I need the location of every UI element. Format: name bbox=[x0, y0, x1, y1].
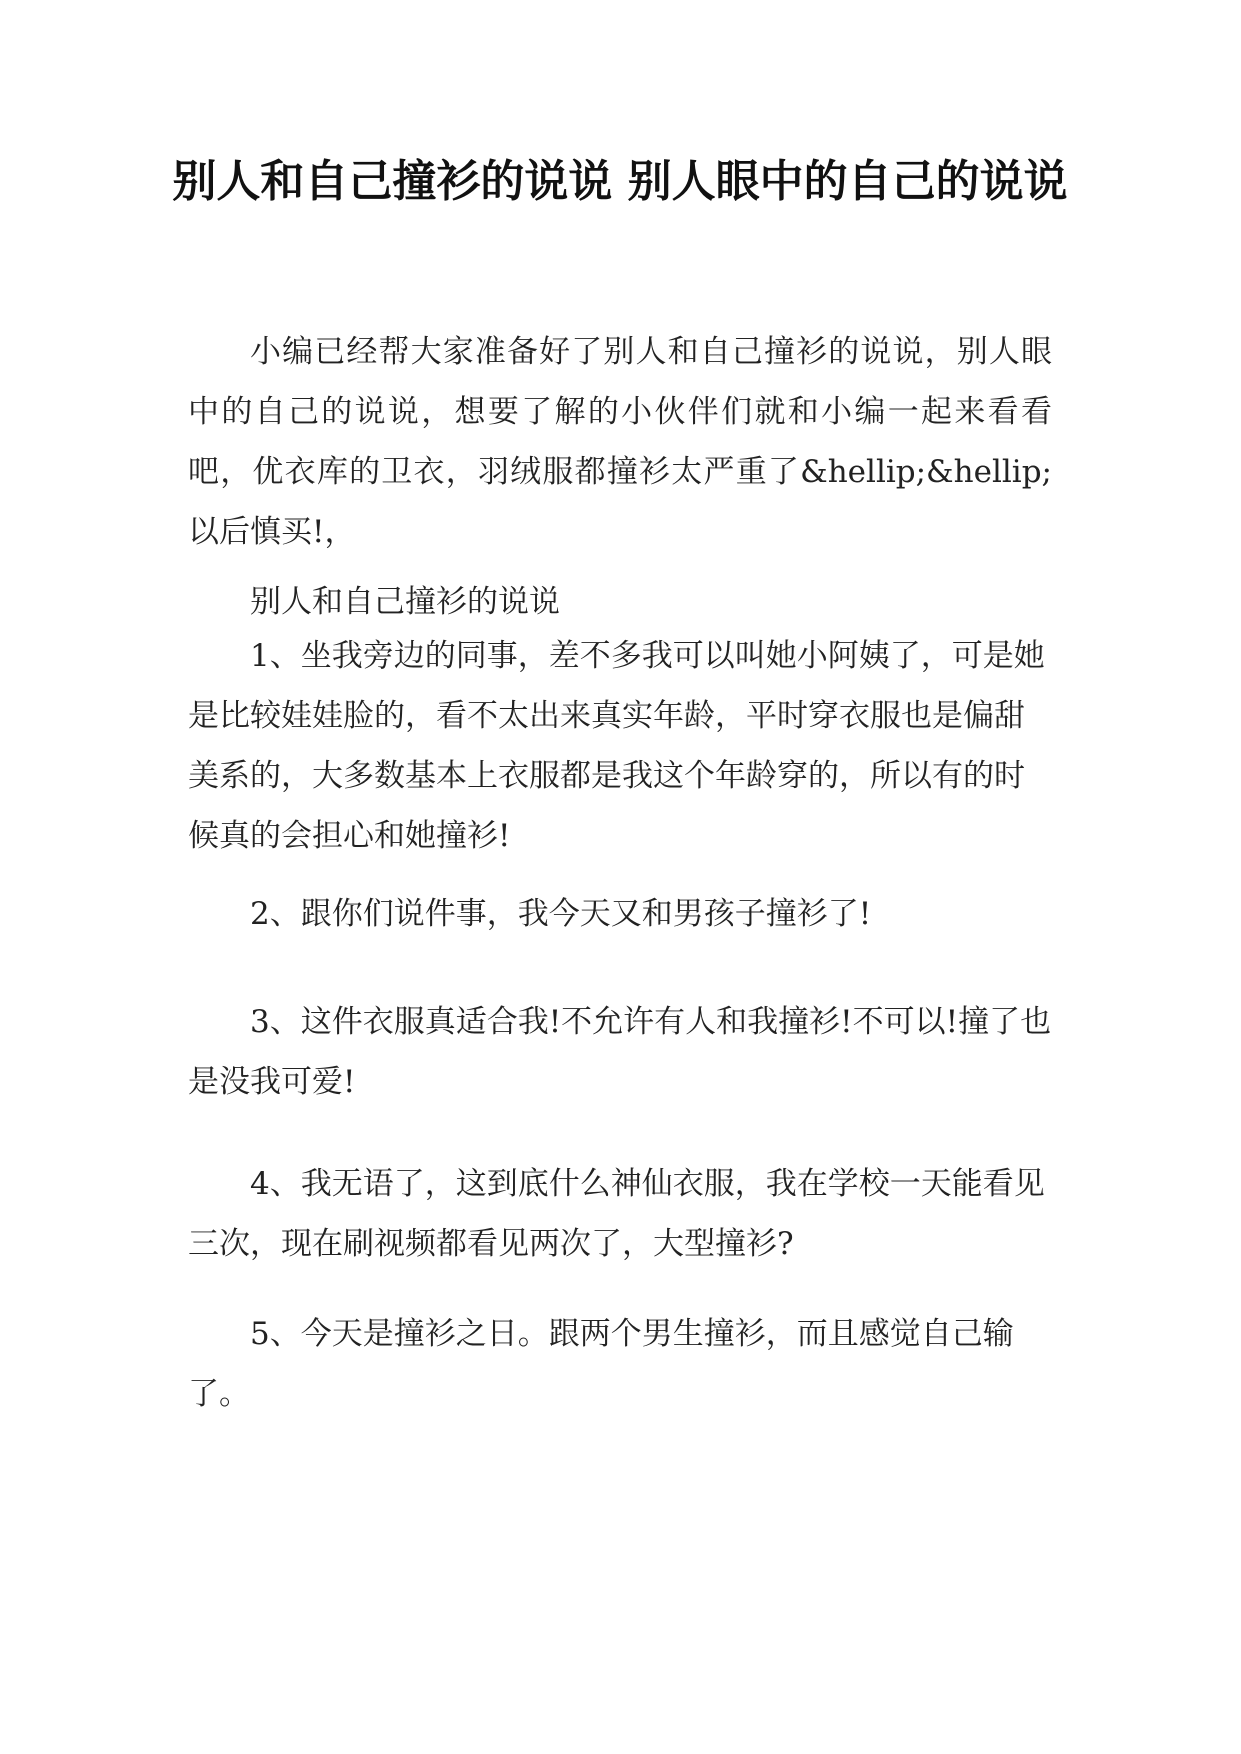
section-heading: 别人和自己撞衫的说说 bbox=[250, 584, 560, 620]
list-item-3: 3、这件衣服真适合我!不允许有人和我撞衫!不可以!撞了也是没我可爱! bbox=[188, 1004, 1052, 1100]
list-item-4: 4、我无语了，这到底什么神仙衣服，我在学校一天能看见三次，现在刷视频都看见两次了，大型撞衫? bbox=[188, 1166, 1045, 1262]
list-item-2: 2、跟你们说件事，我今天又和男孩子撞衫了! bbox=[250, 896, 872, 932]
document-title: 别人和自己撞衫的说说 别人眼中的自己的说说 bbox=[172, 156, 1068, 207]
intro-paragraph: 小编已经帮大家准备好了别人和自己撞衫的说说，别人眼中的自己的说说，想要了解的小伙伴们就和小编一起来看看吧，优衣库的卫衣，羽绒服都撞衫太严重了&hellip;&hellip;以后慎买!， bbox=[188, 334, 1052, 550]
list-item-5: 5、今天是撞衫之日。跟两个男生撞衫，而且感觉自己输了。 bbox=[188, 1316, 1014, 1412]
list-item-1: 1、坐我旁边的同事，差不多我可以叫她小阿姨了，可是她是比较娃娃脸的，看不太出来真实年龄，平时穿衣服也是偏甜美系的，大多数基本上衣服都是我这个年龄穿的，所以有的时候真的会担心和她撞衫! bbox=[188, 638, 1045, 854]
